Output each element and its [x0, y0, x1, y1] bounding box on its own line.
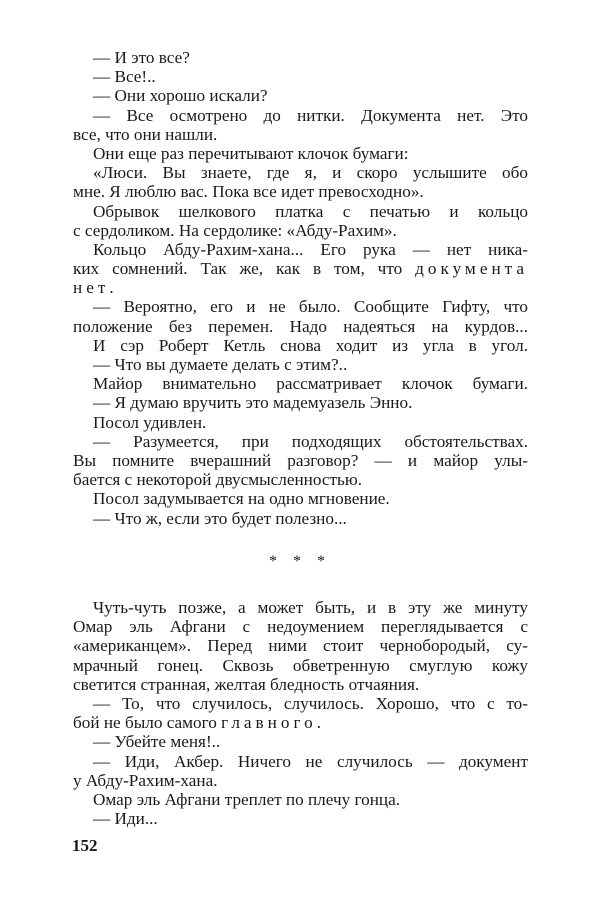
text-segment: Чуть-чуть позже, а может быть, и в эту же минуту [93, 598, 528, 617]
text-line [73, 374, 528, 393]
text-line [73, 297, 528, 316]
text-segment: — Разумеется, при подходящих обстоятельствах. [93, 431, 528, 451]
text-segment: Майор внимательно рассматривает клочок бумаги. [93, 374, 528, 394]
emphasized-text: нет [73, 278, 110, 298]
text-segment: Посол удивлен. [93, 412, 207, 432]
text-segment: — Иди, Акбер. Ничего не случилось — документ [93, 751, 528, 771]
text-line [73, 48, 528, 67]
text-line [73, 278, 528, 297]
text-line [73, 67, 528, 86]
emphasized-text: главного [221, 713, 317, 733]
text-line [73, 144, 528, 163]
text-segment: Омар эль Афгани треплет по плечу гонца. [93, 789, 401, 809]
text-line [73, 393, 528, 412]
text-line [73, 240, 528, 259]
text-line [73, 656, 528, 675]
text-segment: — Что ж, если это будет полезно... [93, 508, 347, 528]
text-line [73, 259, 528, 278]
text-segment: — Что вы думаете делать с этим?.. [93, 355, 348, 374]
text-line [73, 598, 528, 617]
text-segment: все, что они нашли. [73, 124, 218, 144]
text-segment: Они еще раз перечитывают клочок бумаги: [93, 143, 409, 163]
text-segment: — Они хорошо искали? [93, 86, 268, 106]
text-line [73, 221, 528, 240]
text-line [73, 752, 528, 771]
text-line [73, 732, 528, 751]
text-line [73, 617, 528, 636]
text-segment: бой не было самого [73, 713, 222, 733]
text-segment: «американцем». Перед ними стоит чернобородый, су- [73, 636, 528, 656]
text-line [73, 636, 528, 655]
text-line [73, 489, 528, 508]
text-segment: у Абду-Рахим-хана. [73, 770, 218, 790]
text-line [73, 106, 528, 125]
text-segment: мне. Я люблю вас. Пока все идет превосходно». [73, 182, 424, 202]
text-segment: — Иди... [93, 809, 158, 829]
text-segment: «Люси. Вы знаете, где я, и скоро услышите обо [93, 163, 528, 183]
text-segment: — Убейте меня!.. [93, 732, 221, 752]
text-line [73, 509, 528, 528]
text-segment: светится странная, желтая бледность отчаяния. [73, 674, 420, 694]
text-segment: . [316, 713, 321, 733]
text-line [73, 182, 528, 201]
text-line [73, 809, 528, 828]
text-segment: — И это все? [93, 48, 190, 67]
text-line [73, 317, 528, 336]
text-segment: с сердоликом. На сердолике: «Абду-Рахим». [73, 220, 397, 240]
text-segment: Посол задумывается на одно мгновение. [93, 489, 390, 509]
text-line [73, 451, 528, 470]
text-line [73, 790, 528, 809]
text-line [73, 163, 528, 182]
text-section-1 [73, 48, 528, 528]
text-line [73, 470, 528, 489]
text-segment: — Все осмотрено до нитки. Документа нет. Это [93, 105, 528, 125]
text-line [73, 125, 528, 144]
text-line [73, 336, 528, 355]
text-segment: . [109, 278, 114, 298]
page-number: 152 [72, 836, 98, 855]
text-segment: — Все!.. [93, 67, 156, 87]
text-segment: Обрывок шелкового платка с печатью и кольцо [93, 201, 528, 221]
text-segment: бается с некоторой двусмысленностью. [73, 470, 362, 490]
text-segment: Омар эль Афгани с недоумением переглядывается с [73, 617, 528, 637]
text-line [73, 694, 528, 713]
text-segment: ких сомнений. Так же, как в том, что [73, 259, 416, 279]
text-segment: — Я думаю вручить это мадемуазель Энно. [93, 393, 413, 413]
text-segment: положение без перемен. Надо надеяться на курдов... [73, 316, 528, 336]
text-line [73, 675, 528, 694]
text-segment: Кольцо Абду-Рахим-хана... Его рука — нет ника- [93, 239, 528, 259]
text-line [73, 355, 528, 374]
text-segment: мрачный гонец. Сквозь обветренную смуглую кожу [73, 655, 528, 675]
text-line [73, 771, 528, 790]
text-line [73, 713, 528, 732]
text-line [73, 86, 528, 105]
text-section-2 [73, 598, 528, 828]
text-segment: И сэр Роберт Кетль снова ходит из угла в угол. [93, 335, 528, 355]
text-segment: Вы помните вчерашний разговор? — и майор улы- [73, 450, 528, 470]
text-segment: — Вероятно, его и не было. Сообщите Гифту, что [93, 297, 528, 317]
text-line [73, 432, 528, 451]
section-separator: * * * [269, 553, 331, 570]
emphasized-text: документа [415, 259, 528, 279]
text-line [73, 413, 528, 432]
text-segment: — То, что случилось, случилось. Хорошо, что с то- [93, 693, 528, 713]
text-line [73, 202, 528, 221]
